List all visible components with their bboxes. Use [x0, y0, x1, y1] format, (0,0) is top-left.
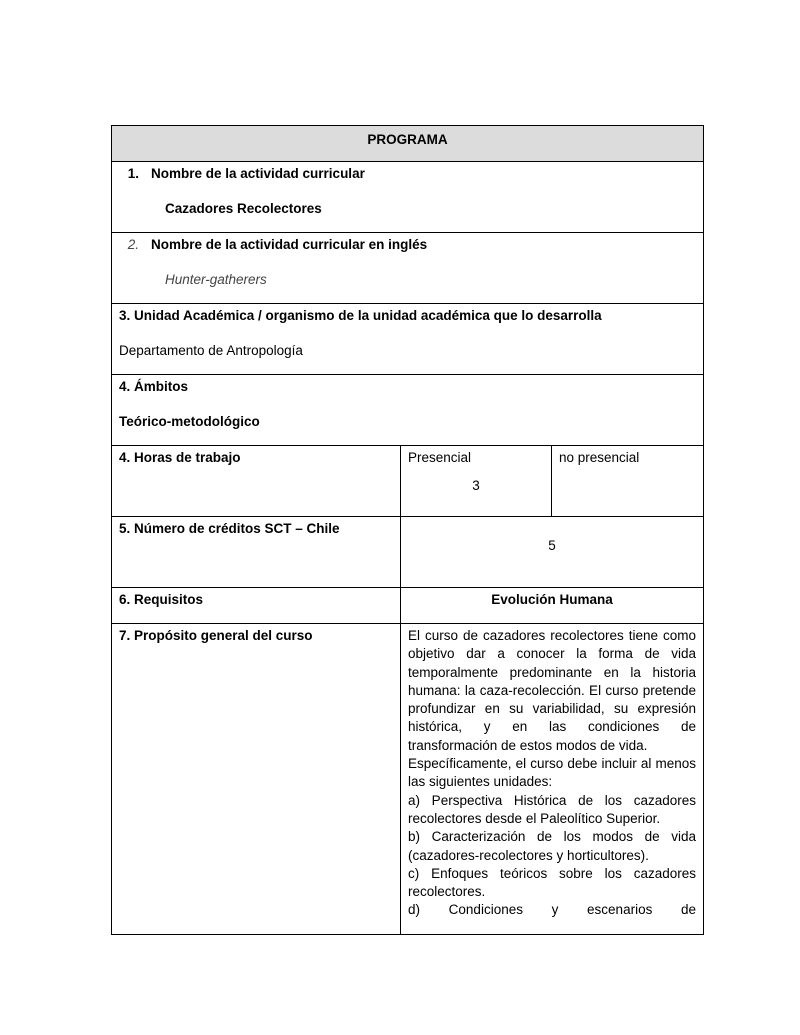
- academic-unit-value: Departamento de Antropología: [119, 343, 303, 358]
- section-academic-unit: [112, 304, 704, 375]
- presencial-value: 3: [472, 478, 480, 493]
- section-credits-title: 5. Número de créditos SCT – Chile: [119, 521, 340, 536]
- purpose-unit-d: d) Condiciones y escenarios de: [408, 902, 697, 918]
- section-credits: [112, 517, 401, 588]
- credits-cell: [401, 517, 704, 588]
- purpose-paragraph: Específicamente, el curso debe incluir al menos las siguientes unidades:: [408, 756, 697, 790]
- section-1-title: Nombre de la actividad curricular: [151, 166, 365, 181]
- program-table: [111, 125, 704, 935]
- course-name-value: Cazadores Recolectores: [165, 201, 322, 216]
- section-scope: [112, 375, 704, 446]
- purpose-unit-c: c) Enfoques teóricos sobre los cazadores recolectores.: [408, 865, 697, 900]
- section-3-title: 3. Unidad Académica / organismo de la unidad académica que lo desarrolla: [119, 308, 602, 323]
- purpose-paragraph: El curso de cazadores recolectores tiene como objetivo dar a conocer la forma de vida temporalmente predominante en la historia humana: la caza-recolección. El curso pretende profundizar en su variabilidad, su expresión histórica, y en las condiciones de transformación de estos modos de vida.: [408, 628, 697, 753]
- section-course-name: [112, 162, 704, 233]
- purpose-cell: [401, 624, 704, 935]
- requirements-value: Evolución Humana: [491, 592, 613, 607]
- scope-value: Teórico-metodológico: [119, 414, 260, 429]
- hours-no-presencial-cell: [552, 446, 704, 517]
- program-header: PROGRAMA: [112, 126, 704, 162]
- section-2-number: 2.: [127, 237, 139, 252]
- credits-value: 5: [548, 538, 556, 553]
- section-1-number: 1.: [127, 166, 139, 181]
- hours-presencial-cell: [401, 446, 552, 517]
- course-name-english-value: Hunter-gatherers: [165, 272, 267, 287]
- purpose-unit-b: b) Caracterización de los modos de vida (cazadores-recolectores y horticultores).: [408, 829, 697, 863]
- purpose-unit-a: a) Perspectiva Histórica de los cazadores recolectores desde el Paleolítico Superior.: [408, 792, 697, 826]
- section-2-title: Nombre de la actividad curricular en inglés: [151, 237, 428, 252]
- section-course-name-english: [112, 233, 704, 304]
- purpose-text: [408, 627, 696, 920]
- presencial-label: Presencial: [408, 450, 472, 465]
- section-purpose: [112, 624, 401, 935]
- no-presencial-label: no presencial: [559, 450, 640, 465]
- section-requirements-title: 6. Requisitos: [119, 592, 204, 607]
- requirements-cell: [401, 588, 704, 624]
- section-requirements: [112, 588, 401, 624]
- section-purpose-title: 7. Propósito general del curso: [119, 628, 313, 643]
- section-hours: [112, 446, 401, 517]
- section-hours-title: 4. Horas de trabajo: [119, 450, 241, 465]
- section-4-title: 4. Ámbitos: [119, 379, 189, 394]
